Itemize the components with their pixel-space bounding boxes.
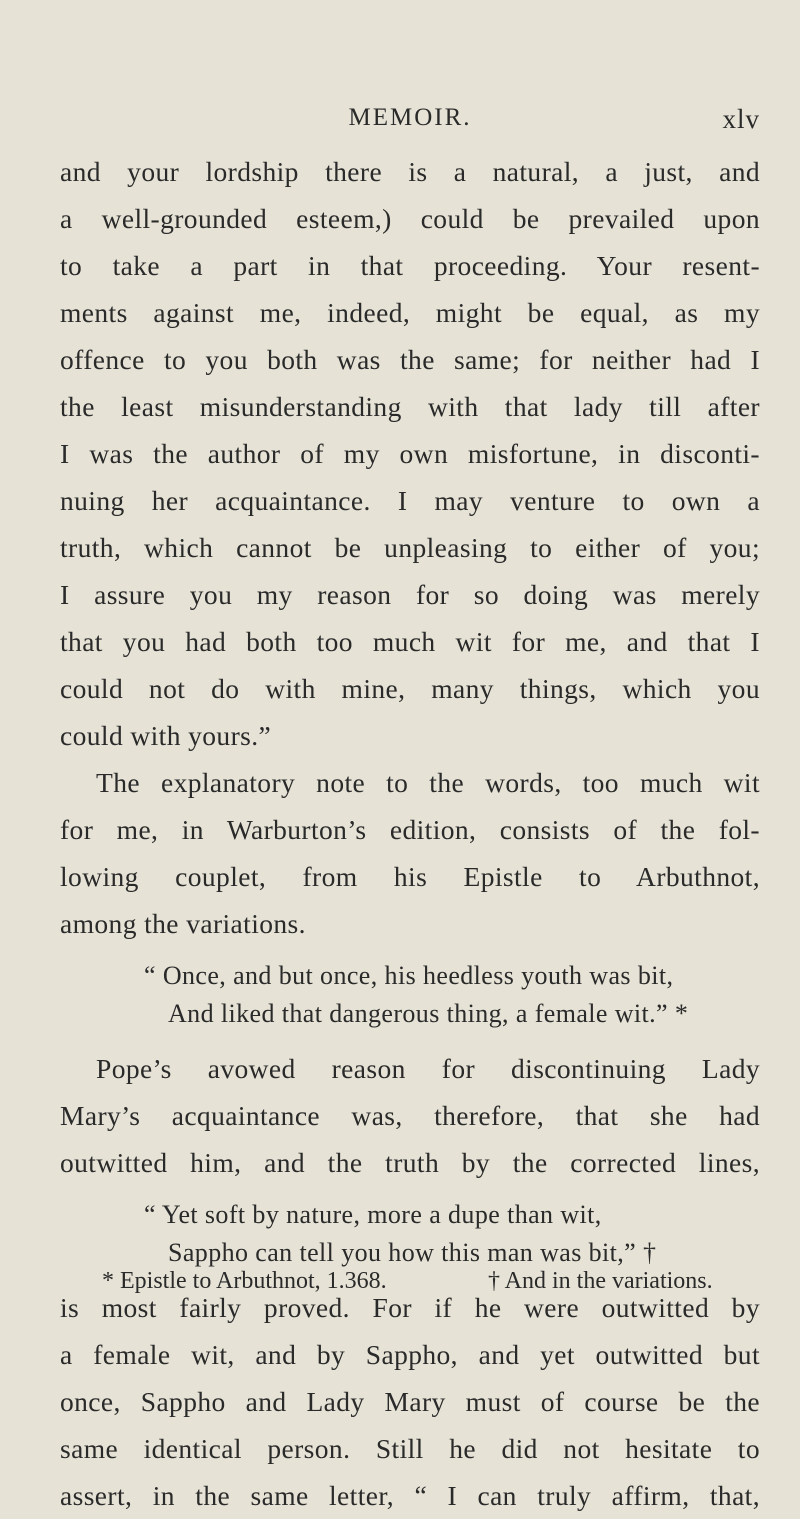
text-line: nuing her acquaintance. I may venture to own a [60, 485, 760, 516]
footnote-1: * Epistle to Arbuthnot, 1.368. [102, 1268, 387, 1294]
verse-line: “ Once, and but once, his heedless youth was bit, [144, 961, 674, 990]
paragraph-1 [60, 148, 760, 759]
text-line: could with yours.” [60, 720, 272, 751]
text-line: offence to you both was the same; for neither had I [60, 344, 760, 375]
text-line: assert, in the same letter, “ I can truly affirm, that, [60, 1480, 760, 1511]
page-number: xlv [722, 104, 760, 134]
text-line: same identical person. Still he did not hesitate to [60, 1433, 760, 1464]
text-line: for me, in Warburton’s edition, consists of the fol- [60, 814, 760, 845]
text-line: truth, which cannot be unpleasing to either of you; [60, 532, 760, 563]
text-line: outwitted him, and the truth by the corrected lines, [60, 1147, 760, 1178]
text-line: could not do with mine, many things, which you [60, 673, 760, 704]
text-line: is most fairly proved. For if he were outwitted by [60, 1292, 760, 1323]
paragraph-4 [60, 1284, 760, 1519]
text-line: that you had both too much wit for me, and that I [60, 626, 760, 657]
footnotes [102, 1268, 742, 1295]
text-line: a female wit, and by Sappho, and yet outwitted but [60, 1339, 760, 1370]
body-text [60, 148, 760, 1519]
footnote-2: † And in the variations. [488, 1268, 713, 1294]
text-line: The explanatory note to the words, too much wit [96, 767, 760, 798]
text-line: Pope’s avowed reason for discontinuing Lady [96, 1053, 760, 1084]
verse-quote-1 [60, 957, 760, 1033]
text-line: the least misunderstanding with that lady till after [60, 391, 760, 422]
verse-line: And liked that dangerous thing, a female wit.” * [168, 999, 689, 1028]
paragraph-2 [60, 759, 760, 947]
verse-line: Sappho can tell you how this man was bit,” † [168, 1238, 657, 1267]
text-line: a well-grounded esteem,) could be prevailed upon [60, 203, 760, 234]
text-line: to take a part in that proceeding. Your resent- [60, 250, 760, 281]
running-header [60, 104, 760, 134]
text-line: lowing couplet, from his Epistle to Arbuthnot, [60, 861, 760, 892]
text-line: I was the author of my own misfortune, in disconti- [60, 438, 760, 469]
running-title: MEMOIR. [348, 104, 472, 131]
verse-line: “ Yet soft by nature, more a dupe than wit, [144, 1200, 602, 1229]
paragraph-3 [60, 1045, 760, 1186]
text-line: among the variations. [60, 908, 306, 939]
text-line: I assure you my reason for so doing was merely [60, 579, 760, 610]
text-line: once, Sappho and Lady Mary must of course be the [60, 1386, 760, 1417]
text-line: and your lordship there is a natural, a just, and [60, 156, 760, 187]
text-line: Mary’s acquaintance was, therefore, that she had [60, 1100, 760, 1131]
verse-quote-2 [60, 1196, 760, 1272]
text-line: ments against me, indeed, might be equal, as my [60, 297, 760, 328]
